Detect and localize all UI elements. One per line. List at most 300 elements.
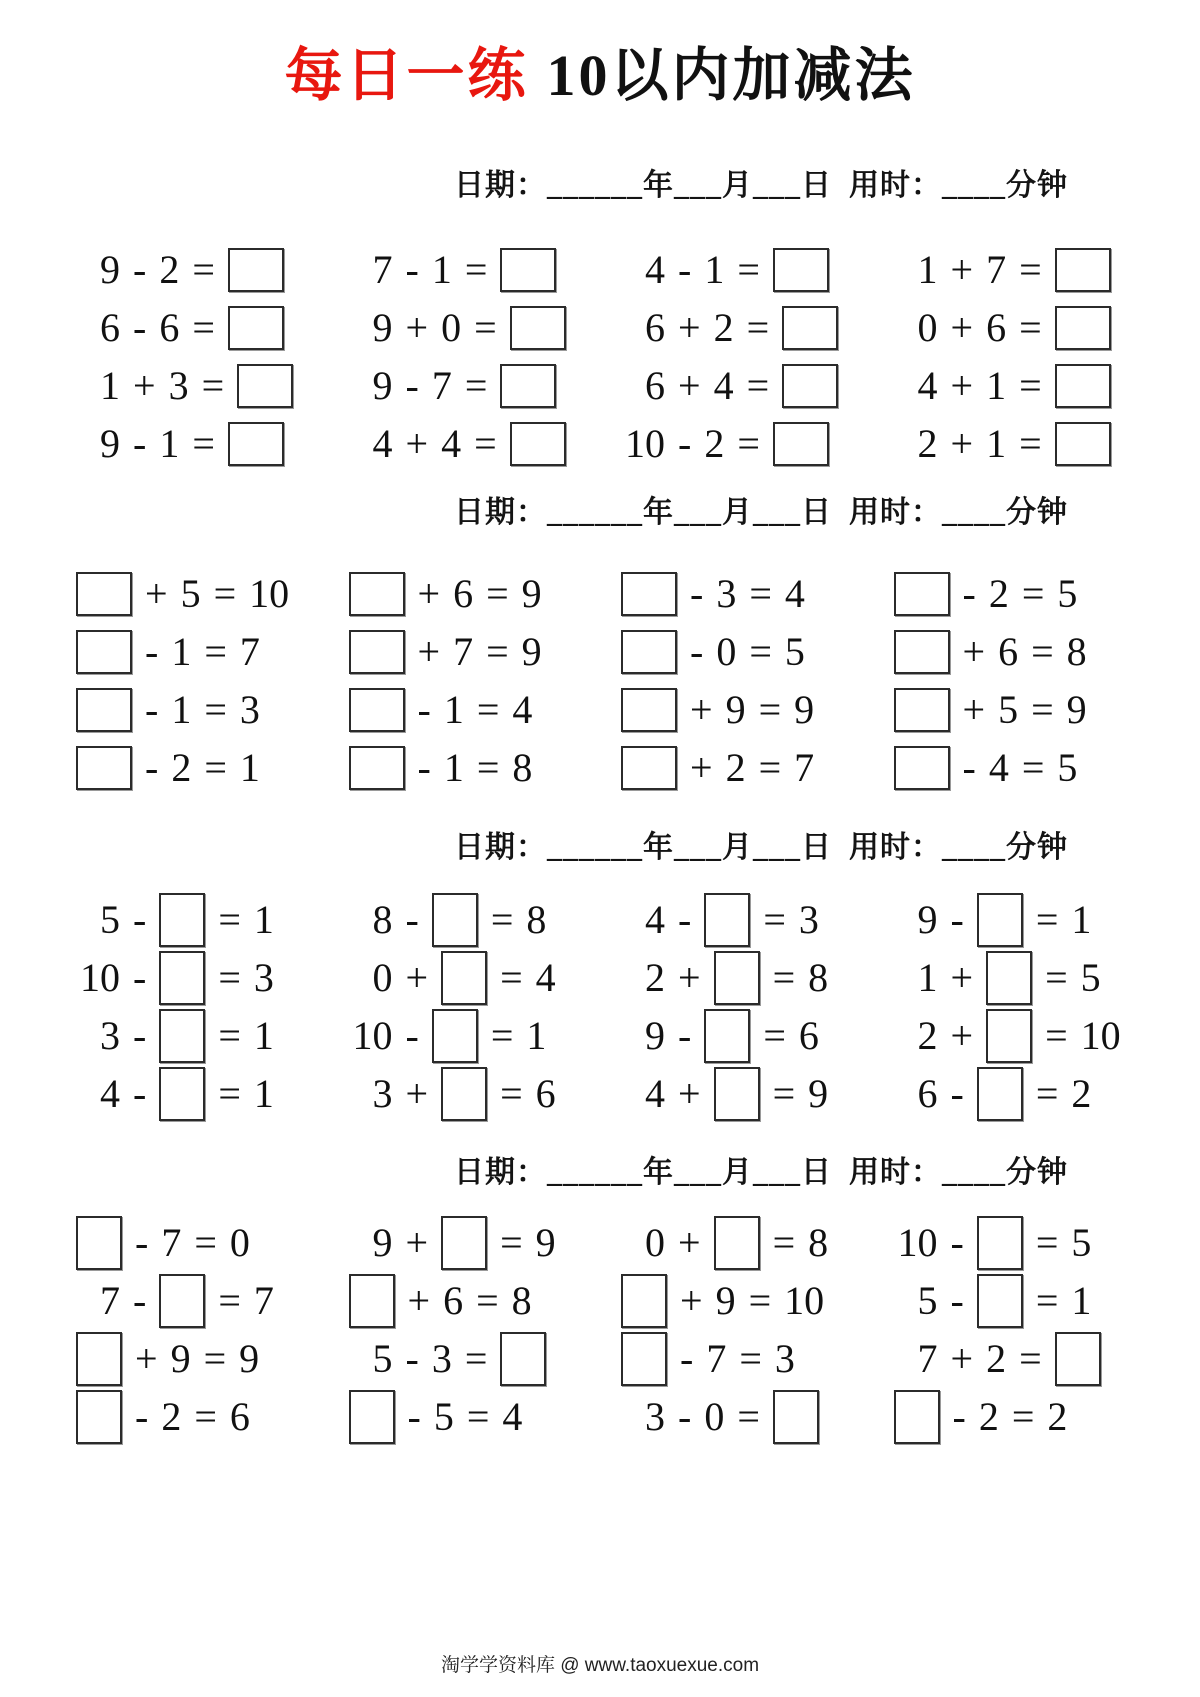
- answer-box[interactable]: [621, 746, 677, 790]
- equals-sign: =: [1021, 745, 1045, 790]
- math-problem: [58, 623, 331, 681]
- operand: 10: [352, 1013, 393, 1058]
- equals-sign: =: [213, 571, 237, 616]
- operator: +: [950, 363, 974, 408]
- equals-sign: =: [476, 745, 500, 790]
- equals-sign: =: [737, 421, 760, 466]
- practice-section-2: [58, 565, 1148, 797]
- answer-box[interactable]: [986, 951, 1032, 1005]
- answer-box[interactable]: [159, 951, 205, 1005]
- math-problem: [58, 891, 331, 949]
- math-problem: [58, 1214, 331, 1272]
- answer-box[interactable]: [159, 1067, 205, 1121]
- answer-box[interactable]: [510, 422, 566, 466]
- answer-box[interactable]: [228, 306, 284, 350]
- answer-box[interactable]: [714, 1067, 760, 1121]
- operator: +: [680, 1278, 703, 1323]
- answer-box[interactable]: [621, 630, 677, 674]
- operand: 5: [372, 1336, 393, 1381]
- answer-box[interactable]: [228, 422, 284, 466]
- operand: 5: [917, 1278, 938, 1323]
- operand: 2: [986, 1336, 1007, 1381]
- math-problem: [58, 357, 331, 415]
- equals-sign: =: [204, 629, 227, 674]
- operand: 7: [161, 1220, 182, 1265]
- equals-sign: =: [763, 897, 786, 942]
- operand: 1: [704, 247, 725, 292]
- operator: +: [678, 1220, 701, 1265]
- operand: 4: [645, 247, 665, 292]
- operand: 1: [1071, 1278, 1092, 1323]
- operator: +: [133, 363, 156, 408]
- equals-sign: =: [218, 1278, 241, 1323]
- equals-sign: =: [1031, 629, 1054, 674]
- operator: -: [405, 247, 419, 292]
- math-problem: [876, 1388, 1149, 1446]
- answer-box[interactable]: [773, 1390, 819, 1444]
- equals-sign: =: [763, 1013, 786, 1058]
- operand: 10: [897, 1220, 938, 1265]
- answer-box[interactable]: [1055, 1332, 1101, 1386]
- answer-box[interactable]: [1055, 364, 1111, 408]
- answer-box[interactable]: [1055, 248, 1111, 292]
- equals-sign: =: [1019, 305, 1042, 350]
- answer-box[interactable]: [621, 572, 677, 616]
- operand: 1: [986, 421, 1007, 466]
- operator: +: [678, 1071, 701, 1116]
- answer-box[interactable]: [714, 1216, 760, 1270]
- equals-sign: =: [739, 1336, 762, 1381]
- answer-box[interactable]: [349, 1274, 395, 1328]
- math-problem: [876, 1007, 1149, 1065]
- equals-sign: =: [192, 305, 215, 350]
- answer-box[interactable]: [1055, 422, 1111, 466]
- operator: -: [145, 745, 159, 790]
- operand: 8: [808, 1220, 829, 1265]
- operand: 3: [253, 955, 274, 1000]
- operand: 9: [645, 1013, 665, 1058]
- operator: +: [950, 247, 974, 292]
- math-problem: [58, 415, 331, 473]
- operand: 6: [100, 305, 120, 350]
- answer-box[interactable]: [782, 364, 838, 408]
- operator: -: [962, 571, 976, 616]
- operand: 2: [161, 1394, 182, 1439]
- answer-box[interactable]: [76, 572, 132, 616]
- operator: -: [690, 571, 704, 616]
- operand: 2: [1071, 1071, 1092, 1116]
- operand: 7: [453, 629, 474, 674]
- operator: -: [678, 1394, 692, 1439]
- operand: 1: [917, 955, 938, 1000]
- equals-sign: =: [1021, 571, 1045, 616]
- answer-box[interactable]: [773, 422, 829, 466]
- equals-sign: =: [746, 363, 770, 408]
- answer-box[interactable]: [441, 1216, 487, 1270]
- operand: 5: [1080, 955, 1101, 1000]
- operator: +: [678, 363, 701, 408]
- operator: +: [950, 421, 974, 466]
- equals-sign: =: [464, 363, 488, 408]
- operand: 7: [239, 629, 260, 674]
- operator: -: [135, 1220, 149, 1265]
- equals-sign: =: [218, 1071, 241, 1116]
- answer-box[interactable]: [704, 1009, 750, 1063]
- operand: 9: [372, 1220, 393, 1265]
- answer-box[interactable]: [500, 364, 556, 408]
- operand: 4: [645, 897, 665, 942]
- operand: 7: [986, 247, 1007, 292]
- equals-sign: =: [218, 955, 241, 1000]
- date-time-line: 日期：______年___月___日 用时：____分钟: [454, 1156, 1068, 1189]
- operand: 6: [229, 1394, 250, 1439]
- equals-sign: =: [218, 897, 241, 942]
- operand: 5: [784, 629, 805, 674]
- operand: 4: [917, 363, 938, 408]
- practice-section-3: [58, 891, 1148, 1123]
- answer-box[interactable]: [621, 1274, 667, 1328]
- math-problem: [603, 891, 876, 949]
- answer-box[interactable]: [76, 1216, 122, 1270]
- equals-sign: =: [500, 1071, 523, 1116]
- operator: -: [145, 687, 159, 732]
- operand: 7: [706, 1336, 727, 1381]
- equals-sign: =: [464, 1336, 488, 1381]
- date-time-line: 日期：______年___月___日 用时：____分钟: [454, 169, 1068, 202]
- math-problem: [876, 739, 1149, 797]
- math-problem: [876, 1272, 1149, 1330]
- equals-sign: =: [194, 1220, 217, 1265]
- operand: 8: [1066, 629, 1087, 674]
- operator: -: [678, 1013, 692, 1058]
- answer-box[interactable]: [432, 893, 478, 947]
- operand: 2: [988, 571, 1009, 616]
- operand: 2: [917, 1013, 938, 1058]
- math-problem: [603, 241, 876, 299]
- answer-box[interactable]: [621, 1332, 667, 1386]
- answer-box[interactable]: [977, 1274, 1023, 1328]
- operator: +: [145, 571, 168, 616]
- operand: 4: [512, 687, 533, 732]
- answer-box[interactable]: [441, 1067, 487, 1121]
- equals-sign: =: [204, 687, 227, 732]
- operand: 2: [725, 745, 746, 790]
- operand: 1: [431, 247, 452, 292]
- answer-box[interactable]: [76, 688, 132, 732]
- operand: 10: [784, 1278, 825, 1323]
- operator: -: [405, 1013, 419, 1058]
- operand: 5: [1057, 571, 1078, 616]
- operand: 3: [431, 1336, 452, 1381]
- operand: 6: [798, 1013, 819, 1058]
- math-problem: [876, 623, 1149, 681]
- answer-box[interactable]: [714, 951, 760, 1005]
- answer-box[interactable]: [986, 1009, 1032, 1063]
- equals-sign: =: [737, 1394, 760, 1439]
- math-problem: [603, 739, 876, 797]
- operand: 9: [725, 687, 746, 732]
- answer-box[interactable]: [977, 893, 1023, 947]
- math-problem: [603, 1065, 876, 1123]
- operand: 2: [645, 955, 665, 1000]
- answer-box[interactable]: [894, 688, 950, 732]
- operand: 1: [917, 247, 938, 292]
- operand: 3: [168, 363, 189, 408]
- operator: -: [678, 897, 692, 942]
- answer-box[interactable]: [76, 746, 132, 790]
- answer-box[interactable]: [510, 306, 566, 350]
- operand: 1: [253, 897, 274, 942]
- operand: 0: [704, 1394, 725, 1439]
- equals-sign: =: [1045, 1013, 1068, 1058]
- math-problem: [331, 739, 604, 797]
- math-problem: [876, 891, 1149, 949]
- math-problem: [331, 1065, 604, 1123]
- operator: +: [407, 1278, 431, 1323]
- operator: +: [950, 955, 974, 1000]
- operand: 3: [798, 897, 819, 942]
- operator: -: [950, 1278, 964, 1323]
- answer-box[interactable]: [349, 688, 405, 732]
- operand: 4: [784, 571, 805, 616]
- operator: +: [690, 745, 713, 790]
- answer-box[interactable]: [441, 951, 487, 1005]
- operand: 9: [1066, 687, 1087, 732]
- equals-sign: =: [486, 571, 509, 616]
- math-problem: [603, 1388, 876, 1446]
- math-problem: [331, 1388, 604, 1446]
- answer-box[interactable]: [894, 746, 950, 790]
- date-time-line: 日期：______年___月___日 用时：____分钟: [454, 831, 1068, 864]
- operand: 7: [917, 1336, 938, 1381]
- equals-sign: =: [500, 1220, 523, 1265]
- answer-box[interactable]: [1055, 306, 1111, 350]
- operand: 4: [441, 421, 462, 466]
- equals-sign: =: [758, 745, 782, 790]
- equals-sign: =: [204, 745, 227, 790]
- operator: -: [133, 247, 147, 292]
- math-problem: [876, 565, 1149, 623]
- operator: -: [405, 1336, 419, 1381]
- operand: 2: [713, 305, 734, 350]
- operand: 6: [998, 629, 1019, 674]
- operator: -: [145, 629, 159, 674]
- operator: -: [678, 247, 692, 292]
- operand: 2: [917, 421, 938, 466]
- operand: 1: [526, 1013, 547, 1058]
- answer-box[interactable]: [159, 1274, 205, 1328]
- equals-sign: =: [749, 629, 772, 674]
- operand: 9: [170, 1336, 191, 1381]
- operand: 2: [978, 1394, 999, 1439]
- math-problem: [876, 949, 1149, 1007]
- operand: 9: [521, 629, 542, 674]
- operand: 5: [1071, 1220, 1092, 1265]
- operator: -: [678, 421, 692, 466]
- equals-sign: =: [218, 1013, 241, 1058]
- footer-text: 淘学学资料库 @ www.taoxuexue.com: [440, 1655, 760, 1676]
- answer-box[interactable]: [349, 572, 405, 616]
- operand: 8: [512, 745, 533, 790]
- operand: 1: [171, 629, 192, 674]
- answer-box[interactable]: [349, 630, 405, 674]
- answer-box[interactable]: [977, 1216, 1023, 1270]
- operator: -: [417, 745, 431, 790]
- operator: +: [962, 687, 986, 732]
- answer-box[interactable]: [76, 630, 132, 674]
- operand: 3: [645, 1394, 665, 1439]
- answer-box[interactable]: [894, 1390, 940, 1444]
- operand: 5: [180, 571, 201, 616]
- operator: +: [417, 629, 441, 674]
- operator: +: [405, 305, 429, 350]
- footer-credit: [0, 1650, 1200, 1677]
- operand: 1: [100, 363, 120, 408]
- math-problem: [876, 1065, 1149, 1123]
- operator: +: [678, 305, 701, 350]
- operand: 5: [100, 897, 120, 942]
- operand: 9: [808, 1071, 829, 1116]
- math-problem: [603, 681, 876, 739]
- operand: 0: [441, 305, 462, 350]
- operand: 2: [159, 247, 180, 292]
- equals-sign: =: [194, 1394, 217, 1439]
- operand: 1: [159, 421, 180, 466]
- equals-sign: =: [464, 247, 488, 292]
- equals-sign: =: [1035, 1220, 1059, 1265]
- operand: 3: [372, 1071, 393, 1116]
- math-problem: [58, 299, 331, 357]
- answer-box[interactable]: [76, 1332, 122, 1386]
- math-problem: [876, 241, 1149, 299]
- equals-sign: =: [466, 1394, 490, 1439]
- operand: 9: [521, 571, 542, 616]
- math-problem: [58, 949, 331, 1007]
- title-daily-practice: 每日一练: [284, 43, 529, 108]
- math-problem: [331, 891, 604, 949]
- answer-box[interactable]: [773, 248, 829, 292]
- answer-box[interactable]: [159, 893, 205, 947]
- equals-sign: =: [746, 305, 770, 350]
- answer-box[interactable]: [782, 306, 838, 350]
- equals-sign: =: [758, 687, 782, 732]
- math-problem: [603, 623, 876, 681]
- math-problem: [331, 1330, 604, 1388]
- operand: 9: [100, 421, 120, 466]
- equals-sign: =: [1035, 897, 1059, 942]
- operand: 6: [917, 1071, 938, 1116]
- answer-box[interactable]: [894, 630, 950, 674]
- operator: -: [133, 955, 147, 1000]
- equals-sign: =: [1011, 1394, 1035, 1439]
- operand: 1: [443, 745, 464, 790]
- operand: 0: [917, 305, 938, 350]
- answer-box[interactable]: [500, 1332, 546, 1386]
- operand: 1: [253, 1071, 274, 1116]
- math-problem: [603, 1214, 876, 1272]
- equals-sign: =: [749, 571, 772, 616]
- operand: 9: [100, 247, 120, 292]
- math-problem: [603, 357, 876, 415]
- equals-sign: =: [476, 1278, 499, 1323]
- math-problem: [58, 681, 331, 739]
- answer-box[interactable]: [432, 1009, 478, 1063]
- operand: 0: [716, 629, 737, 674]
- operand: 1: [986, 363, 1007, 408]
- math-problem: [603, 1272, 876, 1330]
- equals-sign: =: [1019, 363, 1042, 408]
- answer-box[interactable]: [704, 893, 750, 947]
- math-problem: [876, 357, 1149, 415]
- operand: 4: [713, 363, 734, 408]
- equals-sign: =: [192, 247, 215, 292]
- operand: 4: [502, 1394, 523, 1439]
- equals-sign: =: [1019, 421, 1042, 466]
- answer-box[interactable]: [894, 572, 950, 616]
- operand: 7: [372, 247, 393, 292]
- operator: +: [405, 1071, 429, 1116]
- answer-box[interactable]: [76, 1390, 122, 1444]
- operand: 3: [100, 1013, 120, 1058]
- operand: 8: [526, 897, 547, 942]
- operand: 10: [80, 955, 120, 1000]
- operand: 4: [100, 1071, 120, 1116]
- operator: -: [133, 421, 147, 466]
- operand: 8: [372, 897, 393, 942]
- equals-sign: =: [474, 421, 497, 466]
- operator: +: [405, 955, 429, 1000]
- math-problem: [876, 415, 1149, 473]
- operand: 10: [249, 571, 290, 616]
- math-problem: [331, 1214, 604, 1272]
- operator: -: [133, 305, 147, 350]
- operand: 3: [239, 687, 260, 732]
- answer-box[interactable]: [349, 746, 405, 790]
- answer-box[interactable]: [159, 1009, 205, 1063]
- answer-box[interactable]: [500, 248, 556, 292]
- math-problem: [331, 1272, 604, 1330]
- operator: -: [405, 897, 419, 942]
- answer-box[interactable]: [228, 248, 284, 292]
- equals-sign: =: [1031, 687, 1054, 732]
- operand: 2: [171, 745, 192, 790]
- math-problem: [331, 623, 604, 681]
- answer-box[interactable]: [349, 1390, 395, 1444]
- math-problem: [58, 1065, 331, 1123]
- operand: 9: [372, 363, 393, 408]
- operand: 1: [239, 745, 260, 790]
- operator: +: [405, 1220, 429, 1265]
- operator: -: [680, 1336, 694, 1381]
- operand: 5: [433, 1394, 454, 1439]
- operand: 0: [372, 955, 393, 1000]
- answer-box[interactable]: [237, 364, 293, 408]
- operand: 7: [100, 1278, 120, 1323]
- answer-box[interactable]: [621, 688, 677, 732]
- math-problem: [876, 299, 1149, 357]
- operand: 9: [715, 1278, 736, 1323]
- equals-sign: =: [772, 1071, 796, 1116]
- answer-box[interactable]: [977, 1067, 1023, 1121]
- operand: 0: [229, 1220, 250, 1265]
- math-problem: [331, 565, 604, 623]
- math-problem: [876, 681, 1149, 739]
- operand: 6: [645, 305, 665, 350]
- math-problem: [331, 681, 604, 739]
- operator: +: [678, 955, 701, 1000]
- operand: 7: [253, 1278, 274, 1323]
- math-problem: [58, 241, 331, 299]
